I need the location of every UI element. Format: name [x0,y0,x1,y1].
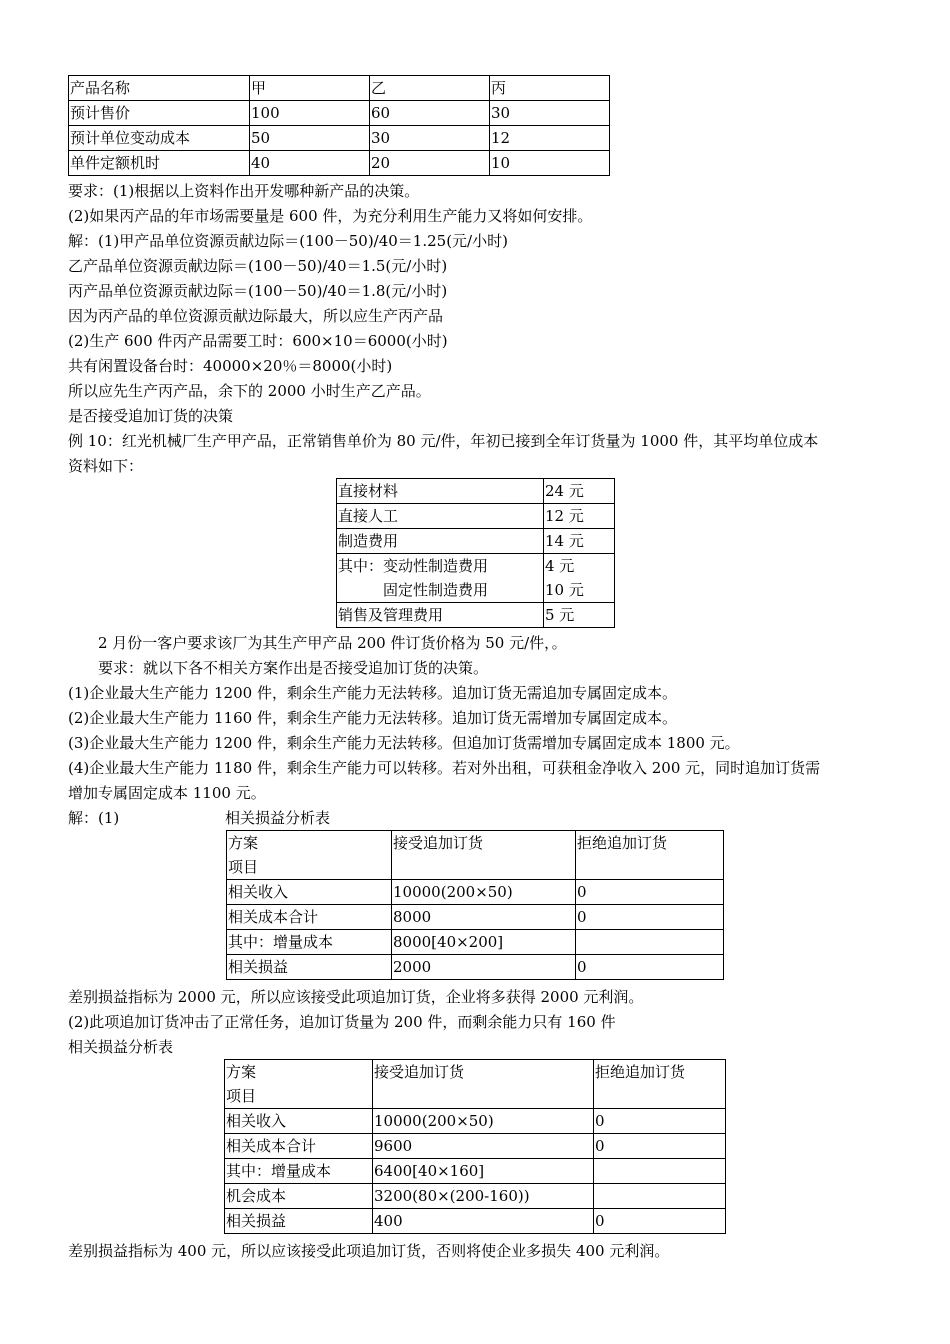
table-cell: 40 [250,151,370,176]
table-cell: 12 元 [544,504,615,529]
table-header-cell: 丙 [490,76,610,101]
table-cell: 50 [250,126,370,151]
unit-cost-table [336,478,615,628]
table-row [225,1159,726,1184]
cell-line: 其中：变动性制造费用 [338,557,489,575]
cell-line: 固定性制造费用 [338,581,489,599]
table-row [225,1209,726,1234]
table-header-cell: 接受追加订货 [392,831,576,880]
table-cell: 0 [576,880,724,905]
table-cell: 20 [370,151,490,176]
section-heading: 是否接受追加订货的决策 [68,407,234,425]
table-cell: 0 [594,1109,726,1134]
table-cell: 12 [490,126,610,151]
table-cell: 60 [370,101,490,126]
table-row [225,1134,726,1159]
table-cell [594,1184,726,1209]
table-cell: 相关损益 [227,955,392,980]
text-line: 解：(1)甲产品单位资源贡献边际＝(100－50)/40＝1.25(元/小时) [68,232,508,250]
cell-line: 4 元 [545,557,575,575]
table-cell: 10 [490,151,610,176]
table-cell: 相关收入 [225,1109,373,1134]
table-cell: 8000[40×200] [392,930,576,955]
table-header-cell: 乙 [370,76,490,101]
table-cell: 预计单位变动成本 [69,126,250,151]
table-row [225,1109,726,1134]
text-line: 共有闲置设备台时：40000×20％＝8000(小时) [68,357,393,375]
table-header-cell: 拒绝追加订货 [594,1060,726,1109]
cell-line: 10 元 [545,581,584,599]
table-cell: 相关收入 [227,880,392,905]
table-cell [544,554,615,603]
table-cell: 0 [576,955,724,980]
analysis-table-1 [226,830,724,980]
table-cell: 30 [490,101,610,126]
table-header-cell: 甲 [250,76,370,101]
text-line: 因为丙产品的单位资源贡献边际最大，所以应生产丙产品 [68,307,444,325]
text-line: (1)企业最大生产能力 1200 件，剩余生产能力无法转移。追加订货无需追加专属固定成本。 [68,684,677,702]
text-line: 丙产品单位资源贡献边际＝(100－50)/40＝1.8(元/小时) [68,282,448,300]
table-cell: 5 元 [544,603,615,628]
solution-label: 解：(1) [68,809,120,827]
table-header-cell [227,831,392,880]
table-row [337,603,615,628]
table-row [69,126,610,151]
table-row [69,101,610,126]
table-cell: 10000(200×50) [373,1109,594,1134]
table-row [337,504,615,529]
table-cell: 10000(200×50) [392,880,576,905]
table-cell: 相关成本合计 [225,1134,373,1159]
table-cell: 直接人工 [337,504,544,529]
table-cell: 2000 [392,955,576,980]
table-cell [576,930,724,955]
table-cell: 3200(80×(200-160)) [373,1184,594,1209]
table-row [225,1184,726,1209]
cell-line: 方案 [228,834,259,852]
analysis-table-2 [224,1059,726,1234]
table-row [227,831,724,880]
table-cell: 0 [594,1209,726,1234]
table-cell [337,554,544,603]
table-cell: 其中：增量成本 [227,930,392,955]
cell-line: 项目 [226,1087,257,1105]
table-cell: 9600 [373,1134,594,1159]
table-row [69,76,610,101]
text-line: 资料如下： [68,457,144,475]
table-cell: 24 元 [544,479,615,504]
table-row [337,479,615,504]
table-cell: 相关损益 [225,1209,373,1234]
text-line: 要求：就以下各不相关方案作出是否接受追加订货的决策。 [68,659,489,677]
text-line: 所以应先生产丙产品，余下的 2000 小时生产乙产品。 [68,382,431,400]
table-cell [594,1159,726,1184]
table-cell: 100 [250,101,370,126]
table-row [225,1060,726,1109]
text-line: 例 10：红光机械厂生产甲产品，正常销售单价为 80 元/件，年初已接到全年订货量为 1000 件，其平均单位成本 [68,432,819,450]
table-row [69,151,610,176]
text-line: 要求：(1)根据以上资料作出开发哪种新产品的决策。 [68,182,420,200]
table-row [337,529,615,554]
table-cell: 其中：增量成本 [225,1159,373,1184]
text-line: 差别损益指标为 400 元，所以应该接受此项追加订货，否则将使企业多损失 400 元利润。 [68,1242,670,1260]
table-cell: 预计售价 [69,101,250,126]
table-row [227,905,724,930]
text-line: 差别损益指标为 2000 元，所以应该接受此项追加订货，企业将多获得 2000 元利润。 [68,988,644,1006]
table-cell: 0 [576,905,724,930]
table-row [227,880,724,905]
text-line: 乙产品单位资源贡献边际＝(100－50)/40＝1.5(元/小时) [68,257,448,275]
table-cell: 销售及管理费用 [337,603,544,628]
table-cell: 机会成本 [225,1184,373,1209]
table-cell: 14 元 [544,529,615,554]
table-header-cell: 拒绝追加订货 [576,831,724,880]
table-cell: 直接材料 [337,479,544,504]
text-line: (2)此项追加订货冲击了正常任务，追加订货量为 200 件，而剩余能力只有 160 件 [68,1013,616,1031]
product-table [68,75,610,176]
cell-line: 项目 [228,858,259,876]
text-line: (4)企业最大生产能力 1180 件，剩余生产能力可以转移。若对外出租，可获租金净收入 200 元，同时追加订货需 [68,759,821,777]
table-row [227,930,724,955]
table-header-cell: 接受追加订货 [373,1060,594,1109]
table-cell: 0 [594,1134,726,1159]
table-cell: 6400[40×160] [373,1159,594,1184]
text-line: (2)企业最大生产能力 1160 件，剩余生产能力无法转移。追加订货无需增加专属固定成本。 [68,709,677,727]
table-title: 相关损益分析表 [225,809,331,827]
table-title: 相关损益分析表 [68,1038,174,1056]
text-line: (2)如果丙产品的年市场需要量是 600 件，为充分利用生产能力又将如何安排。 [68,207,593,225]
table-cell: 单件定额机时 [69,151,250,176]
table-cell: 制造费用 [337,529,544,554]
table-cell: 相关成本合计 [227,905,392,930]
table-header-cell [225,1060,373,1109]
text-line: (3)企业最大生产能力 1200 件，剩余生产能力无法转移。但追加订货需增加专属固定成本 1800 元。 [68,734,740,752]
table-cell: 8000 [392,905,576,930]
table-row [337,554,615,603]
text-line: (2)生产 600 件丙产品需要工时：600×10＝6000(小时) [68,332,448,350]
table-row [227,955,724,980]
text-line: 2 月份一客户要求该厂为其生产甲产品 200 件订货价格为 50 元/件，。 [68,634,567,652]
table-header-cell: 产品名称 [69,76,250,101]
cell-line: 方案 [226,1063,257,1081]
text-line: 增加专属固定成本 1100 元。 [68,784,266,802]
table-cell: 400 [373,1209,594,1234]
table-cell: 30 [370,126,490,151]
